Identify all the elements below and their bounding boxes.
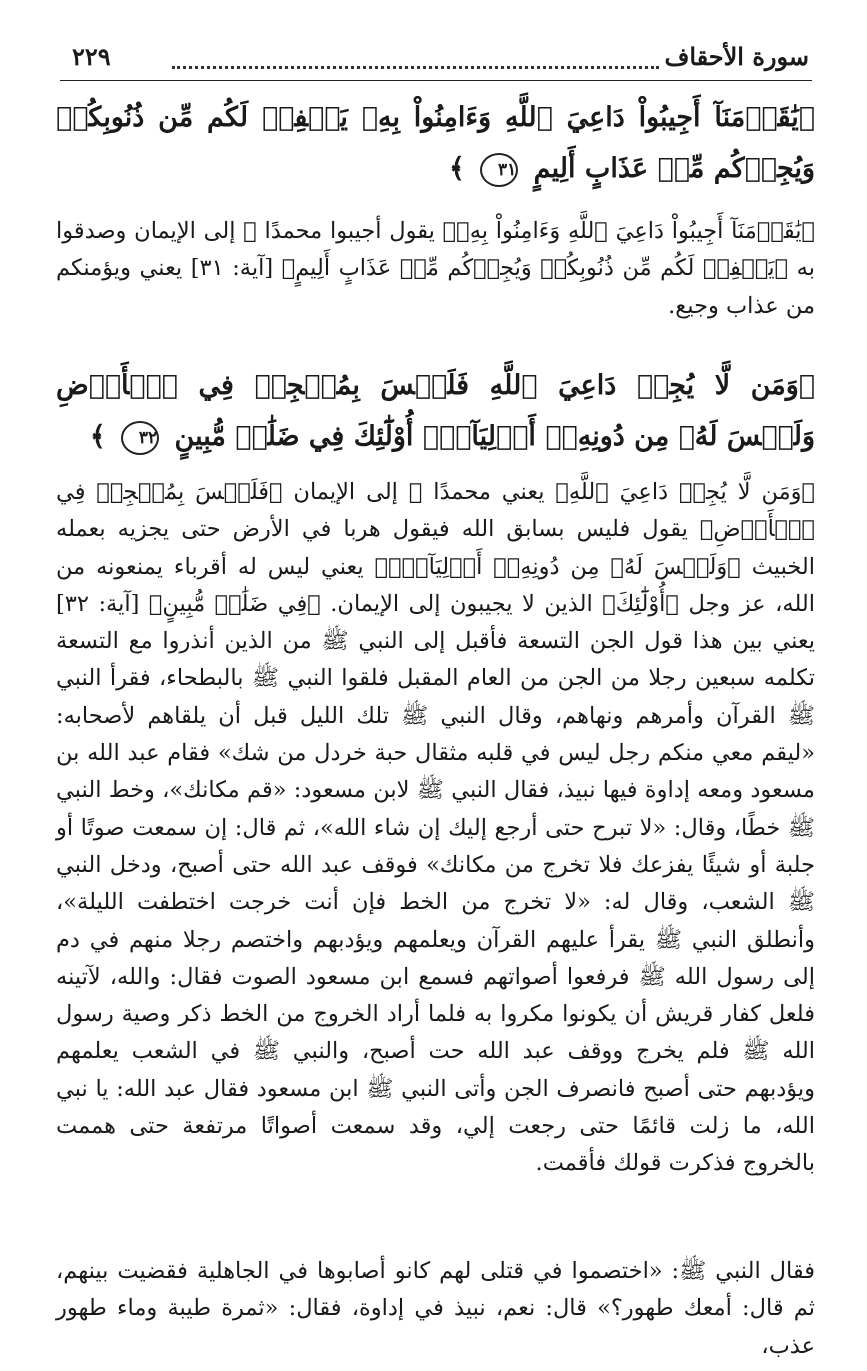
commentary-tail: فقال النبي ﷺ: «اختصموا في قتلى لهم كانو أصابوها في الجاهلية فقضيت بينهم، ثم قال: أمعك طهور؟» قال: نعم، نبيذ في إداوة، فقال: «ثمرة طيبة وماء طهور عذب، [56, 1258, 815, 1359]
surah-title: سورة الأحقاف [664, 42, 809, 71]
verse-31-closing: ﴾ [449, 153, 465, 184]
header-rule [60, 80, 812, 81]
leader-dots [172, 66, 659, 69]
ayah-number-marker: ٣٢ [121, 421, 159, 455]
verse-31-text: ﴿يَٰقَوۡمَنَآ أَجِيبُواْ دَاعِيَ ٱللَّهِ وَءَامِنُواْ بِهِۦ يَغۡفِرۡ لَكُم مِّن ذُنُوبِكُمۡ وَيُجِرۡكُم مِّنۡ عَذَابٍ أَلِيمٍ [56, 102, 815, 184]
verse-32 [56, 360, 815, 462]
commentary-32: ﴿وَمَن لَّا يُجِبۡ دَاعِيَ ٱللَّهِ﴾ يعني محمدًا ﷺ إلى الإيمان ﴿فَلَيۡسَ بِمُعۡجِزٖ فِي ٱلۡأَرۡضِ﴾ يقول فليس بسابق الله فيقول هربا في الأرض حتى يجزيه بعمله الخبيث ﴿وَلَيۡسَ لَهُۥ مِن دُونِهِۦٓ أَوۡلِيَآءُۚ﴾ يعني ليس له أقرباء يمنعونه من الله، عز وجل ﴿أُوْلَٰٓئِكَ﴾ الذين لا يجيبون إلى الإيمان. ﴿فِي ضَلَٰلٖ مُّبِينٍ﴾ [آية: ٣٢] يعني بين هذا قول الجن التسعة فأقبل إلى النبي ﷺ من الذين أنذروا مع التسعة تكلمه سبعين رجلا من الجن من العام المقبل فلقوا النبي ﷺ بالبطحاء، فقرأ النبي ﷺ القرآن وأمرهم ونهاهم، وقال النبي ﷺ تلك الليل قبل أن يلقاهم لأصحابه: «ليقم معي منكم رجل ليس في قلبه مثقال حبة خردل من شك» فقام عبد الله بن مسعود ومعه إداوة فيها نبيذ، فقال النبي ﷺ لابن مسعود: «قم مكانك»، وخط النبي ﷺ خطًا، وقال: «لا تبرح حتى أرجع إليك إن شاء الله»، ثم قال: إن سمعت صوتًا أو جلبة أو شيئًا يفزعك فلا تخرج من مكانك» فوقف عبد الله حتى أصبح، ودخل النبي ﷺ الشعب، وقال له: «لا تخرج من الخط فإن أنت خرجت اختطفت الليلة»، وأنطلق النبي ﷺ يقرأ عليهم القرآن ويعلمهم ويؤدبهم واختصم رجلا منهم في دم إلى رسول الله ﷺ فرفعوا أصواتهم فسمع ابن مسعود الصوت فقال: والله، لآتينه فلعل كفار قريش أن يكونوا مكروا به فلما أراد الخروج من الخط ذكر وصية رسول الله ﷺ فلم يخرج ووقف عبد الله حت أصبح، والنبي ﷺ في الشعب يعلمهم ويؤدبهم حتى أصبح فانصرف الجن وأتى النبي ﷺ ابن مسعود فقال عبد الله: يا نبي الله، ما زلت قائمًا حتى رجعت إلي، وقد سمعت أصواتًا مرتفعة حتى هممت بالخروج فذكرت قولك فأقمت. [56, 479, 815, 1177]
verse-31 [56, 92, 815, 194]
ayah-number-marker: ٣١ [480, 153, 518, 187]
page-header [72, 42, 809, 82]
verse-32-closing: ﴾ [89, 421, 106, 452]
commentary-31: ﴿يَٰقَوۡمَنَآ أَجِيبُواْ دَاعِيَ ٱللَّهِ وَءَامِنُواْ بِهِۦ﴾ يقول أجيبوا محمدًا ﷺ إلى الإيمان وصدقوا به ﴿يَغۡفِرۡ لَكُم مِّن ذُنُوبِكُمۡ وَيُجِرۡكُم مِّنۡ عَذَابٍ أَلِيمٍ﴾ [آية: ٣١] يعني ويؤمنكم من عذاب وجيع. [56, 218, 815, 319]
page-number: ٢٢٩ [72, 42, 111, 71]
verse-32-text: ﴿وَمَن لَّا يُجِبۡ دَاعِيَ ٱللَّهِ فَلَيۡسَ بِمُعۡجِزٖ فِي ٱلۡأَرۡضِ وَلَيۡسَ لَهُۥ مِن دُونِهِۦٓ أَوۡلِيَآءُۚ أُوْلَٰٓئِكَ فِي ضَلَٰلٖ مُّبِينٍ [56, 370, 815, 452]
